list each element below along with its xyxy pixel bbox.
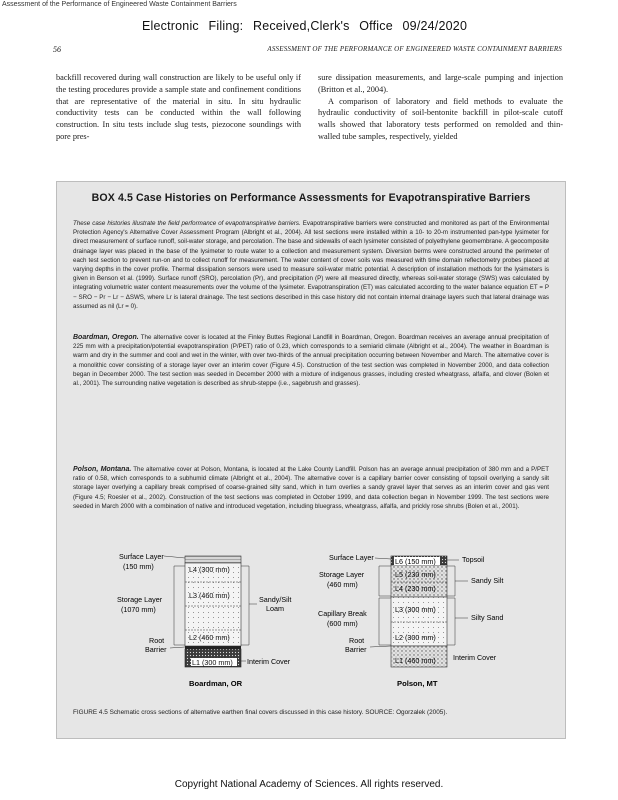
polson-capillary-label: Capillary Break	[318, 609, 367, 618]
left-column	[56, 72, 301, 143]
boardman-layer-l2: L2 (460 mm)	[189, 633, 230, 642]
boardman-heading: Boardman, Oregon.	[73, 334, 139, 341]
boardman-material-label: Sandy/Silt	[259, 595, 292, 604]
polson-barrier-label: Barrier	[345, 645, 367, 654]
boardman-text: The alternative cover is located at the Finley Buttes Regional Landfill in Boardman, Oregon. Boardman receives an average annual precipitation of 225 mm with a precipitation/potential evapotranspiration (P/PET) ratio of 0.23, which corresponds to a semiarid climate (Albright et al., 2004). The weather in Boardman is warm and dry in the summer and cool and wet in the winter, with over two-thirds of the annual precipitation occurring between November and March. The alternative cover is a monolithic cover consisting of a storage layer over an interim cover (Figure 4.5). Construction of the test section was completed in November 2000, and data collection began in December 2000. The test section was seeded in December 2000 with a mixture of indigenous grasses, including crested wheatgrass, alfalfa, and clover (Bolen et al., 2001). The surrounding native vegetation is described as shrub-steppe (i.e., sagebrush and grasses).	[73, 334, 550, 388]
left-column-text: backfill recovered during wall construction are likely to be useful only if the testing procedures provide a sample state and confinement conditions that are representative of the material in situ. In situ hydraulic conductivity tests can be conducted within the wall following construction. In situ tests include slug tests, piezocone soundings with pore pres-	[56, 73, 301, 141]
polson-root-label: Root	[349, 636, 365, 645]
polson-interim-label: Interim Cover	[453, 653, 497, 662]
polson-column	[318, 553, 503, 688]
box-4-5	[56, 181, 566, 739]
intro-text: Evapotranspirative barriers were constructed and monitored as part of the Environmental Protection Agency's Alternative Cover Assessment Program (Albright et al., 2004). All test sections were installed within a 10- to 20-m instrumented pan-type lysimeter for direct measurement of surface runoff, soil-water storage, and percolation. The base and sidewalls of each lysimeter consisted of polyethylene geomembrane. A geocomposite drainage layer was placed in the base of the lysimeter to route water to a collection and measurement system. Diversion berms were constructed around the perimeter of each test section to prevent run-on and to collect runoff for measurement. The water content of cover soils was measured with time domain reflectometry probes placed at varying depths in the cover profile. Thermal dissipation sensors were used to measure soil-water matric potential. A description of installation methods for the lysimeters is given in Benson et al. (1999). Surface runoff (SRO), percolation (Pr), and precipitation (P) were all measured directly, whereas soil-water storage (SWS) was calculated by integrating volumetric water content measurements over the volume of the lysimeter. Evapotranspiration (ET) was calculated according to the water balance equation ET = P − SRO − Pr − Lr − ΔSWS, where Lr is lateral drainage. The test sections described in this case history did not contain internal drainage layers such that lateral drainage was assumed as nil (Lr = 0).	[73, 220, 549, 310]
figure-4-5	[57, 546, 565, 706]
filing-stamp: Electronic Filing: Received,Clerk's Office 09/24/2020	[142, 19, 468, 33]
polson-sandy-silt-label: Sandy Silt	[471, 576, 504, 585]
boardman-interim-label: Interim Cover	[247, 657, 291, 666]
boardman-surface-thickness: (150 mm)	[123, 562, 154, 571]
box-intro	[73, 219, 549, 311]
right-column-paragraph-1: sure dissipation measurements, and large-scale pumping and injection (Britton et al., 2004).	[318, 73, 563, 94]
boardman-storage-thickness: (1070 mm)	[121, 605, 156, 614]
boardman-material-label-2: Loam	[266, 604, 284, 613]
polson-silty-sand-label: Silty Sand	[471, 613, 504, 622]
polson-layer-l1: L1 (460 mm)	[395, 656, 436, 665]
boardman-barrier-label: Barrier	[145, 645, 167, 654]
polson-layer-l3: L3 (300 mm)	[395, 605, 436, 614]
polson-section	[73, 465, 549, 511]
polson-site-label: Polson, MT	[397, 679, 438, 688]
running-head: ASSESSMENT OF THE PERFORMANCE OF ENGINEERED WASTE CONTAINMENT BARRIERS	[267, 45, 562, 53]
polson-layer-l5: L5 (230 mm)	[395, 570, 436, 579]
boardman-layer-l4: L4 (300 mm)	[189, 565, 230, 574]
boardman-root-barrier-band	[185, 646, 241, 649]
boardman-root-label: Root	[149, 636, 165, 645]
polson-text: The alternative cover at Polson, Montana, is located at the Lake County Landfill. Polson has an average annual precipitation of 380 mm and a P/PET ratio of 0.58, which corresponds to a subhumid climate (Albright et al., 2004). The alternative cover is a capillary barrier cover consisting of topsoil overlying a sandy silt storage layer overlying a capillary break comprised of coarse-grained silty sand, which in turn overlies a sandy gravel layer that serves as an interim cover and gas vent (Figure 4.5; Roesler et al., 2002). Construction of the test sections was completed in October 1999, and data collection began in November 1999. The test sections were seeded in March 2000 with a combination of native and introduced vegetation, including bluegrass, wheatgrass, alfalfa, and prickly rose shrubs (Bolen et al., 2001).	[73, 466, 550, 510]
boardman-site-label: Boardman, OR	[189, 679, 243, 688]
polson-surface-label: Surface Layer	[329, 553, 374, 562]
boardman-column	[117, 552, 291, 688]
polson-layer-l4: L4 (230 mm)	[395, 584, 436, 593]
polson-layer-l6: L6 (150 mm)	[395, 557, 436, 566]
box-title: BOX 4.5 Case Histories on Performance Assessments for Evapotranspirative Barriers	[91, 192, 531, 204]
polson-layer-l2: L2 (300 mm)	[395, 633, 436, 642]
polson-heading: Polson, Montana.	[73, 466, 132, 473]
boardman-storage-label: Storage Layer	[117, 595, 163, 604]
figure-caption: FIGURE 4.5 Schematic cross sections of alternative earthen final covers discussed in this case history. SOURCE: Ogorzalek (2005).	[73, 709, 448, 716]
right-column-paragraph-2: A comparison of laboratory and field methods to evaluate the hydraulic conductivity of soil-bentonite backfill in pilot-scale cutoff walls showed that laboratory tests performed on remolded and thin-walled tube samples, respectively, yielded	[318, 96, 563, 141]
page-number: 56	[53, 45, 61, 54]
boardman-surface-label: Surface Layer	[119, 552, 164, 561]
polson-capillary-thickness: (600 mm)	[327, 619, 358, 628]
copyright-footer: Copyright National Academy of Sciences. All rights reserved.	[174, 779, 444, 790]
right-column	[318, 72, 563, 143]
document-title-line: Assessment of the Performance of Engineered Waste Containment Barriers	[2, 1, 237, 8]
polson-topsoil-label: Topsoil	[462, 555, 485, 564]
boardman-section	[73, 333, 549, 388]
boardman-layer-l3: L3 (460 mm)	[189, 591, 230, 600]
boardman-layer-l1: L1 (300 mm)	[192, 658, 233, 667]
intro-italic: These case histories illustrate the field performance of evapotranspirative barriers.	[73, 220, 301, 227]
polson-storage-label: Storage Layer	[319, 570, 365, 579]
polson-storage-thickness: (460 mm)	[327, 580, 358, 589]
boardman-surface-band	[185, 556, 241, 563]
